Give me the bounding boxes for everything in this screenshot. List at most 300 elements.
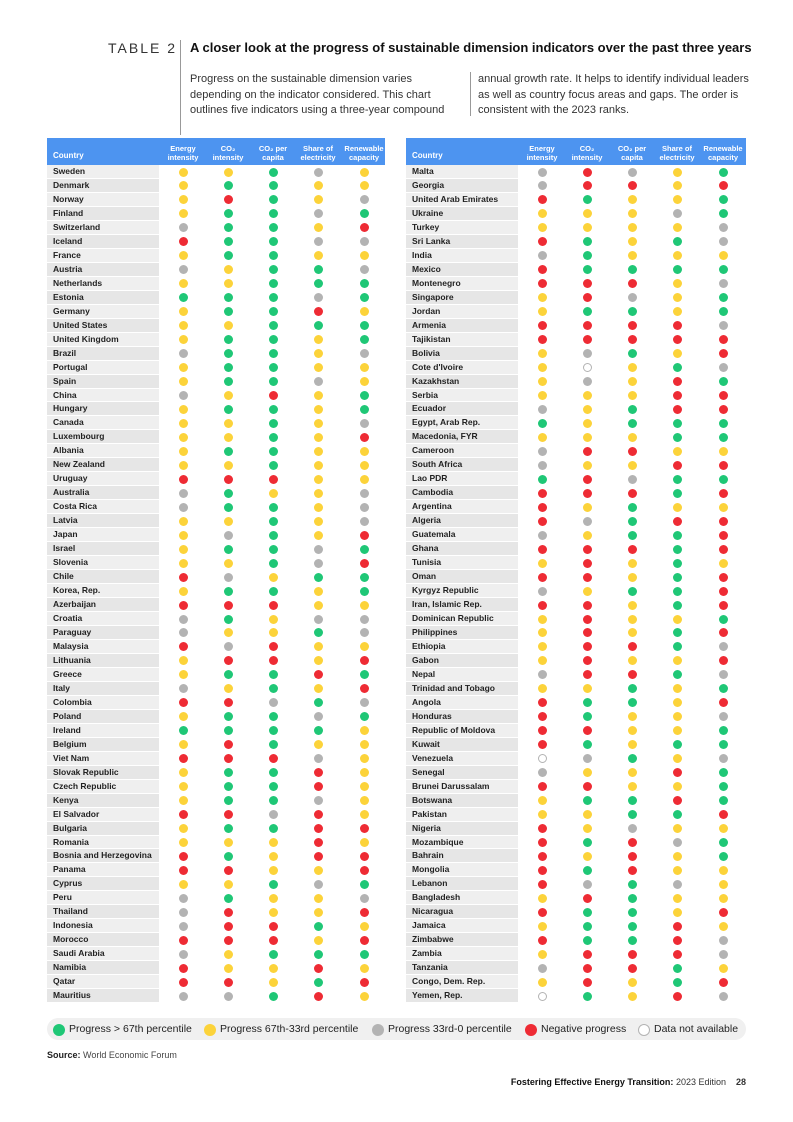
status-dot — [538, 894, 547, 903]
yellow-dot-icon — [204, 1024, 216, 1036]
status-dot — [179, 335, 188, 344]
status-dot — [224, 195, 233, 204]
table-row — [47, 584, 385, 598]
status-dot — [538, 475, 547, 484]
status-dot — [360, 433, 369, 442]
status-dot — [269, 321, 278, 330]
legend-label: Progress 67th-33rd percentile — [220, 1023, 359, 1035]
status-dot — [224, 168, 233, 177]
status-dot — [269, 573, 278, 582]
table-row — [47, 542, 385, 556]
status-dot — [673, 866, 682, 875]
status-dot — [673, 209, 682, 218]
status-dot — [538, 866, 547, 875]
status-dot — [179, 461, 188, 470]
status-dot — [224, 419, 233, 428]
country-name: Viet Nam — [47, 752, 159, 765]
status-dot — [179, 307, 188, 316]
status-dot — [538, 726, 547, 735]
status-dot — [673, 950, 682, 959]
status-dot — [628, 922, 637, 931]
status-dot — [538, 908, 547, 917]
status-dot — [269, 433, 278, 442]
status-dot — [538, 489, 547, 498]
status-dot — [719, 237, 728, 246]
status-dot — [224, 628, 233, 637]
table-row — [47, 863, 385, 877]
status-dot — [360, 195, 369, 204]
page-title: A closer look at the progress of sustainable dimension indicators over the past three years — [190, 40, 752, 55]
status-dot — [538, 559, 547, 568]
status-dot — [179, 237, 188, 246]
country-name: Cameroon — [406, 444, 518, 457]
status-dot — [628, 573, 637, 582]
source-note — [47, 1050, 177, 1060]
status-dot — [269, 559, 278, 568]
status-dot — [179, 349, 188, 358]
table-row — [47, 430, 385, 444]
status-dot — [179, 363, 188, 372]
status-dot — [360, 168, 369, 177]
status-dot — [360, 517, 369, 526]
left-table — [47, 138, 385, 1003]
status-dot — [538, 181, 547, 190]
status-dot — [360, 615, 369, 624]
status-dot — [538, 433, 547, 442]
country-name: Paraguay — [47, 626, 159, 639]
status-dot — [628, 978, 637, 987]
status-dot — [719, 279, 728, 288]
status-dot — [314, 559, 323, 568]
status-dot — [538, 265, 547, 274]
status-dot — [224, 754, 233, 763]
table-row — [406, 305, 746, 319]
status-dot — [314, 950, 323, 959]
status-dot — [179, 936, 188, 945]
status-dot — [719, 433, 728, 442]
country-name: Hungary — [47, 402, 159, 415]
status-dot — [628, 936, 637, 945]
table-row — [47, 277, 385, 291]
country-name: Gabon — [406, 654, 518, 667]
status-dot — [224, 531, 233, 540]
status-dot — [179, 279, 188, 288]
status-dot — [719, 726, 728, 735]
status-dot — [673, 377, 682, 386]
table-row — [406, 961, 746, 975]
status-dot — [719, 251, 728, 260]
country-name: Argentina — [406, 500, 518, 513]
status-dot — [719, 628, 728, 637]
status-dot — [179, 168, 188, 177]
status-dot — [719, 391, 728, 400]
status-dot — [583, 363, 592, 372]
status-dot — [360, 307, 369, 316]
header-co2-per-capita: CO₂ per capita — [258, 144, 288, 162]
status-dot — [360, 461, 369, 470]
gray-dot-icon — [372, 1024, 384, 1036]
status-dot — [224, 307, 233, 316]
status-dot — [538, 377, 547, 386]
status-dot — [179, 978, 188, 987]
country-name: Sweden — [47, 165, 159, 178]
country-name: Slovenia — [47, 556, 159, 569]
country-name: Serbia — [406, 389, 518, 402]
status-dot — [719, 587, 728, 596]
status-dot — [269, 824, 278, 833]
status-dot — [314, 475, 323, 484]
country-name: Germany — [47, 305, 159, 318]
table-row — [406, 752, 746, 766]
table-row — [47, 752, 385, 766]
country-name: Poland — [47, 710, 159, 723]
country-name: Morocco — [47, 933, 159, 946]
status-dot — [269, 698, 278, 707]
country-name: Australia — [47, 486, 159, 499]
status-dot — [269, 335, 278, 344]
country-name: Pakistan — [406, 808, 518, 821]
status-dot — [628, 615, 637, 624]
status-dot — [583, 894, 592, 903]
status-dot — [360, 698, 369, 707]
status-dot — [719, 559, 728, 568]
table-row — [47, 989, 385, 1003]
table-row — [406, 822, 746, 836]
status-dot — [628, 391, 637, 400]
status-dot — [360, 181, 369, 190]
status-dot — [538, 922, 547, 931]
table-row — [47, 877, 385, 891]
status-dot — [360, 782, 369, 791]
status-dot — [628, 601, 637, 610]
status-dot — [628, 209, 637, 218]
status-dot — [269, 782, 278, 791]
status-dot — [719, 810, 728, 819]
status-dot — [538, 447, 547, 456]
status-dot — [538, 601, 547, 610]
status-dot — [179, 545, 188, 554]
country-name: Tunisia — [406, 556, 518, 569]
status-dot — [673, 810, 682, 819]
table-row — [47, 891, 385, 905]
status-dot — [673, 559, 682, 568]
country-name: Congo, Dem. Rep. — [406, 975, 518, 988]
status-dot — [538, 838, 547, 847]
status-dot — [314, 573, 323, 582]
country-name: Jordan — [406, 305, 518, 318]
status-dot — [179, 573, 188, 582]
table-row — [406, 640, 746, 654]
status-dot — [673, 838, 682, 847]
country-name: Venezuela — [406, 752, 518, 765]
status-dot — [673, 168, 682, 177]
table-row — [47, 849, 385, 863]
status-dot — [179, 726, 188, 735]
table-row — [406, 570, 746, 584]
status-dot — [673, 587, 682, 596]
status-dot — [224, 810, 233, 819]
country-name: Nepal — [406, 668, 518, 681]
country-name: Czech Republic — [47, 780, 159, 793]
status-dot — [673, 531, 682, 540]
status-dot — [583, 642, 592, 651]
status-dot — [179, 615, 188, 624]
status-dot — [719, 265, 728, 274]
status-dot — [719, 349, 728, 358]
table-label: TABLE 2 — [108, 40, 177, 56]
status-dot — [538, 670, 547, 679]
status-dot — [538, 461, 547, 470]
status-dot — [269, 405, 278, 414]
table-row — [47, 919, 385, 933]
legend-item — [53, 1022, 192, 1036]
status-dot — [360, 628, 369, 637]
status-dot — [628, 293, 637, 302]
status-dot — [538, 587, 547, 596]
status-dot — [583, 824, 592, 833]
status-dot — [360, 419, 369, 428]
status-dot — [224, 363, 233, 372]
status-dot — [538, 964, 547, 973]
status-dot — [269, 349, 278, 358]
status-dot — [583, 768, 592, 777]
status-dot — [224, 405, 233, 414]
table-row — [47, 947, 385, 961]
table-row — [47, 738, 385, 752]
status-dot — [224, 726, 233, 735]
status-dot — [628, 195, 637, 204]
status-dot — [538, 195, 547, 204]
status-dot — [673, 363, 682, 372]
country-name: Cambodia — [406, 486, 518, 499]
status-dot — [673, 726, 682, 735]
status-dot — [628, 265, 637, 274]
status-dot — [673, 475, 682, 484]
status-dot — [269, 810, 278, 819]
table-row — [47, 975, 385, 989]
table-row — [47, 347, 385, 361]
status-dot — [224, 992, 233, 1001]
country-name: New Zealand — [47, 458, 159, 471]
status-dot — [269, 768, 278, 777]
status-dot — [719, 419, 728, 428]
status-dot — [673, 307, 682, 316]
status-dot — [628, 880, 637, 889]
status-dot — [673, 447, 682, 456]
status-dot — [314, 321, 323, 330]
status-dot — [224, 433, 233, 442]
status-dot — [538, 168, 547, 177]
table-row — [47, 528, 385, 542]
status-dot — [673, 489, 682, 498]
status-dot — [269, 265, 278, 274]
country-name: Lebanon — [406, 877, 518, 890]
country-name: Ecuador — [406, 402, 518, 415]
status-dot — [314, 992, 323, 1001]
table-row — [47, 626, 385, 640]
status-dot — [314, 168, 323, 177]
status-dot — [360, 712, 369, 721]
header-renewable-capacity: Renewable capacity — [703, 144, 743, 162]
table-row — [406, 193, 746, 207]
table-row — [406, 766, 746, 780]
table-row — [47, 291, 385, 305]
status-dot — [628, 363, 637, 372]
status-dot — [224, 279, 233, 288]
status-dot — [314, 349, 323, 358]
status-dot — [179, 950, 188, 959]
status-dot — [314, 587, 323, 596]
status-dot — [360, 475, 369, 484]
status-dot — [628, 726, 637, 735]
status-dot — [360, 726, 369, 735]
status-dot — [269, 531, 278, 540]
table-row — [406, 682, 746, 696]
country-name: Kyrgyz Republic — [406, 584, 518, 597]
status-dot — [719, 922, 728, 931]
status-dot — [628, 628, 637, 637]
table-row — [47, 696, 385, 710]
status-dot — [583, 601, 592, 610]
status-dot — [719, 335, 728, 344]
table-row — [47, 822, 385, 836]
status-dot — [314, 237, 323, 246]
status-dot — [673, 894, 682, 903]
status-dot — [673, 936, 682, 945]
status-dot — [360, 279, 369, 288]
country-name: Jamaica — [406, 919, 518, 932]
table-row — [47, 724, 385, 738]
status-dot — [583, 489, 592, 498]
status-dot — [314, 964, 323, 973]
status-dot — [269, 181, 278, 190]
table-row — [47, 640, 385, 654]
table-row — [406, 347, 746, 361]
table-row — [47, 682, 385, 696]
table-row — [47, 179, 385, 193]
country-name: Dominican Republic — [406, 612, 518, 625]
status-dot — [673, 852, 682, 861]
country-name: Iceland — [47, 235, 159, 248]
status-dot — [314, 489, 323, 498]
table-row — [406, 905, 746, 919]
status-dot — [719, 712, 728, 721]
status-dot — [583, 656, 592, 665]
status-dot — [673, 768, 682, 777]
status-dot — [314, 433, 323, 442]
right-table-rows — [406, 165, 746, 1003]
status-dot — [628, 740, 637, 749]
country-name: Ghana — [406, 542, 518, 555]
header-co2-per-capita: CO₂ per capita — [617, 144, 647, 162]
status-dot — [628, 782, 637, 791]
status-dot — [538, 307, 547, 316]
status-dot — [224, 712, 233, 721]
status-dot — [538, 880, 547, 889]
country-name: Egypt, Arab Rep. — [406, 416, 518, 429]
status-dot — [314, 461, 323, 470]
status-dot — [360, 656, 369, 665]
status-dot — [673, 405, 682, 414]
status-dot — [583, 335, 592, 344]
table-row — [47, 458, 385, 472]
status-dot — [538, 503, 547, 512]
status-dot — [583, 223, 592, 232]
status-dot — [224, 335, 233, 344]
status-dot — [360, 642, 369, 651]
status-dot — [628, 684, 637, 693]
table-row — [47, 766, 385, 780]
status-dot — [224, 251, 233, 260]
status-dot — [314, 307, 323, 316]
country-name: Cote d'Ivoire — [406, 361, 518, 374]
status-dot — [583, 195, 592, 204]
status-dot — [673, 573, 682, 582]
status-dot — [583, 503, 592, 512]
country-name: Tanzania — [406, 961, 518, 974]
status-dot — [583, 782, 592, 791]
status-dot — [179, 559, 188, 568]
empty-dot-icon — [638, 1024, 650, 1036]
status-dot — [538, 531, 547, 540]
status-dot — [583, 726, 592, 735]
status-dot — [719, 195, 728, 204]
left-table-rows — [47, 165, 385, 1003]
status-dot — [314, 922, 323, 931]
status-dot — [314, 894, 323, 903]
status-dot — [314, 782, 323, 791]
status-dot — [719, 796, 728, 805]
status-dot — [360, 531, 369, 540]
status-dot — [360, 796, 369, 805]
country-name: United Kingdom — [47, 333, 159, 346]
legend-item — [372, 1022, 512, 1036]
table-row — [406, 277, 746, 291]
table-row — [47, 389, 385, 403]
status-dot — [269, 475, 278, 484]
status-dot — [628, 545, 637, 554]
status-dot — [628, 992, 637, 1001]
status-dot — [314, 726, 323, 735]
status-dot — [224, 545, 233, 554]
status-dot — [628, 377, 637, 386]
status-dot — [538, 545, 547, 554]
status-dot — [583, 964, 592, 973]
status-dot — [719, 531, 728, 540]
status-dot — [314, 656, 323, 665]
status-dot — [269, 391, 278, 400]
status-dot — [673, 181, 682, 190]
status-dot — [360, 768, 369, 777]
table-row — [406, 556, 746, 570]
status-dot — [538, 517, 547, 526]
country-name: Lithuania — [47, 654, 159, 667]
status-dot — [314, 824, 323, 833]
table-row — [47, 500, 385, 514]
country-name: Nicaragua — [406, 905, 518, 918]
country-name: Angola — [406, 696, 518, 709]
status-dot — [538, 251, 547, 260]
status-dot — [360, 489, 369, 498]
status-dot — [269, 279, 278, 288]
status-dot — [673, 293, 682, 302]
country-name: Korea, Rep. — [47, 584, 159, 597]
status-dot — [179, 628, 188, 637]
table-row — [47, 305, 385, 319]
status-dot — [719, 908, 728, 917]
status-dot — [719, 475, 728, 484]
country-name: Chile — [47, 570, 159, 583]
